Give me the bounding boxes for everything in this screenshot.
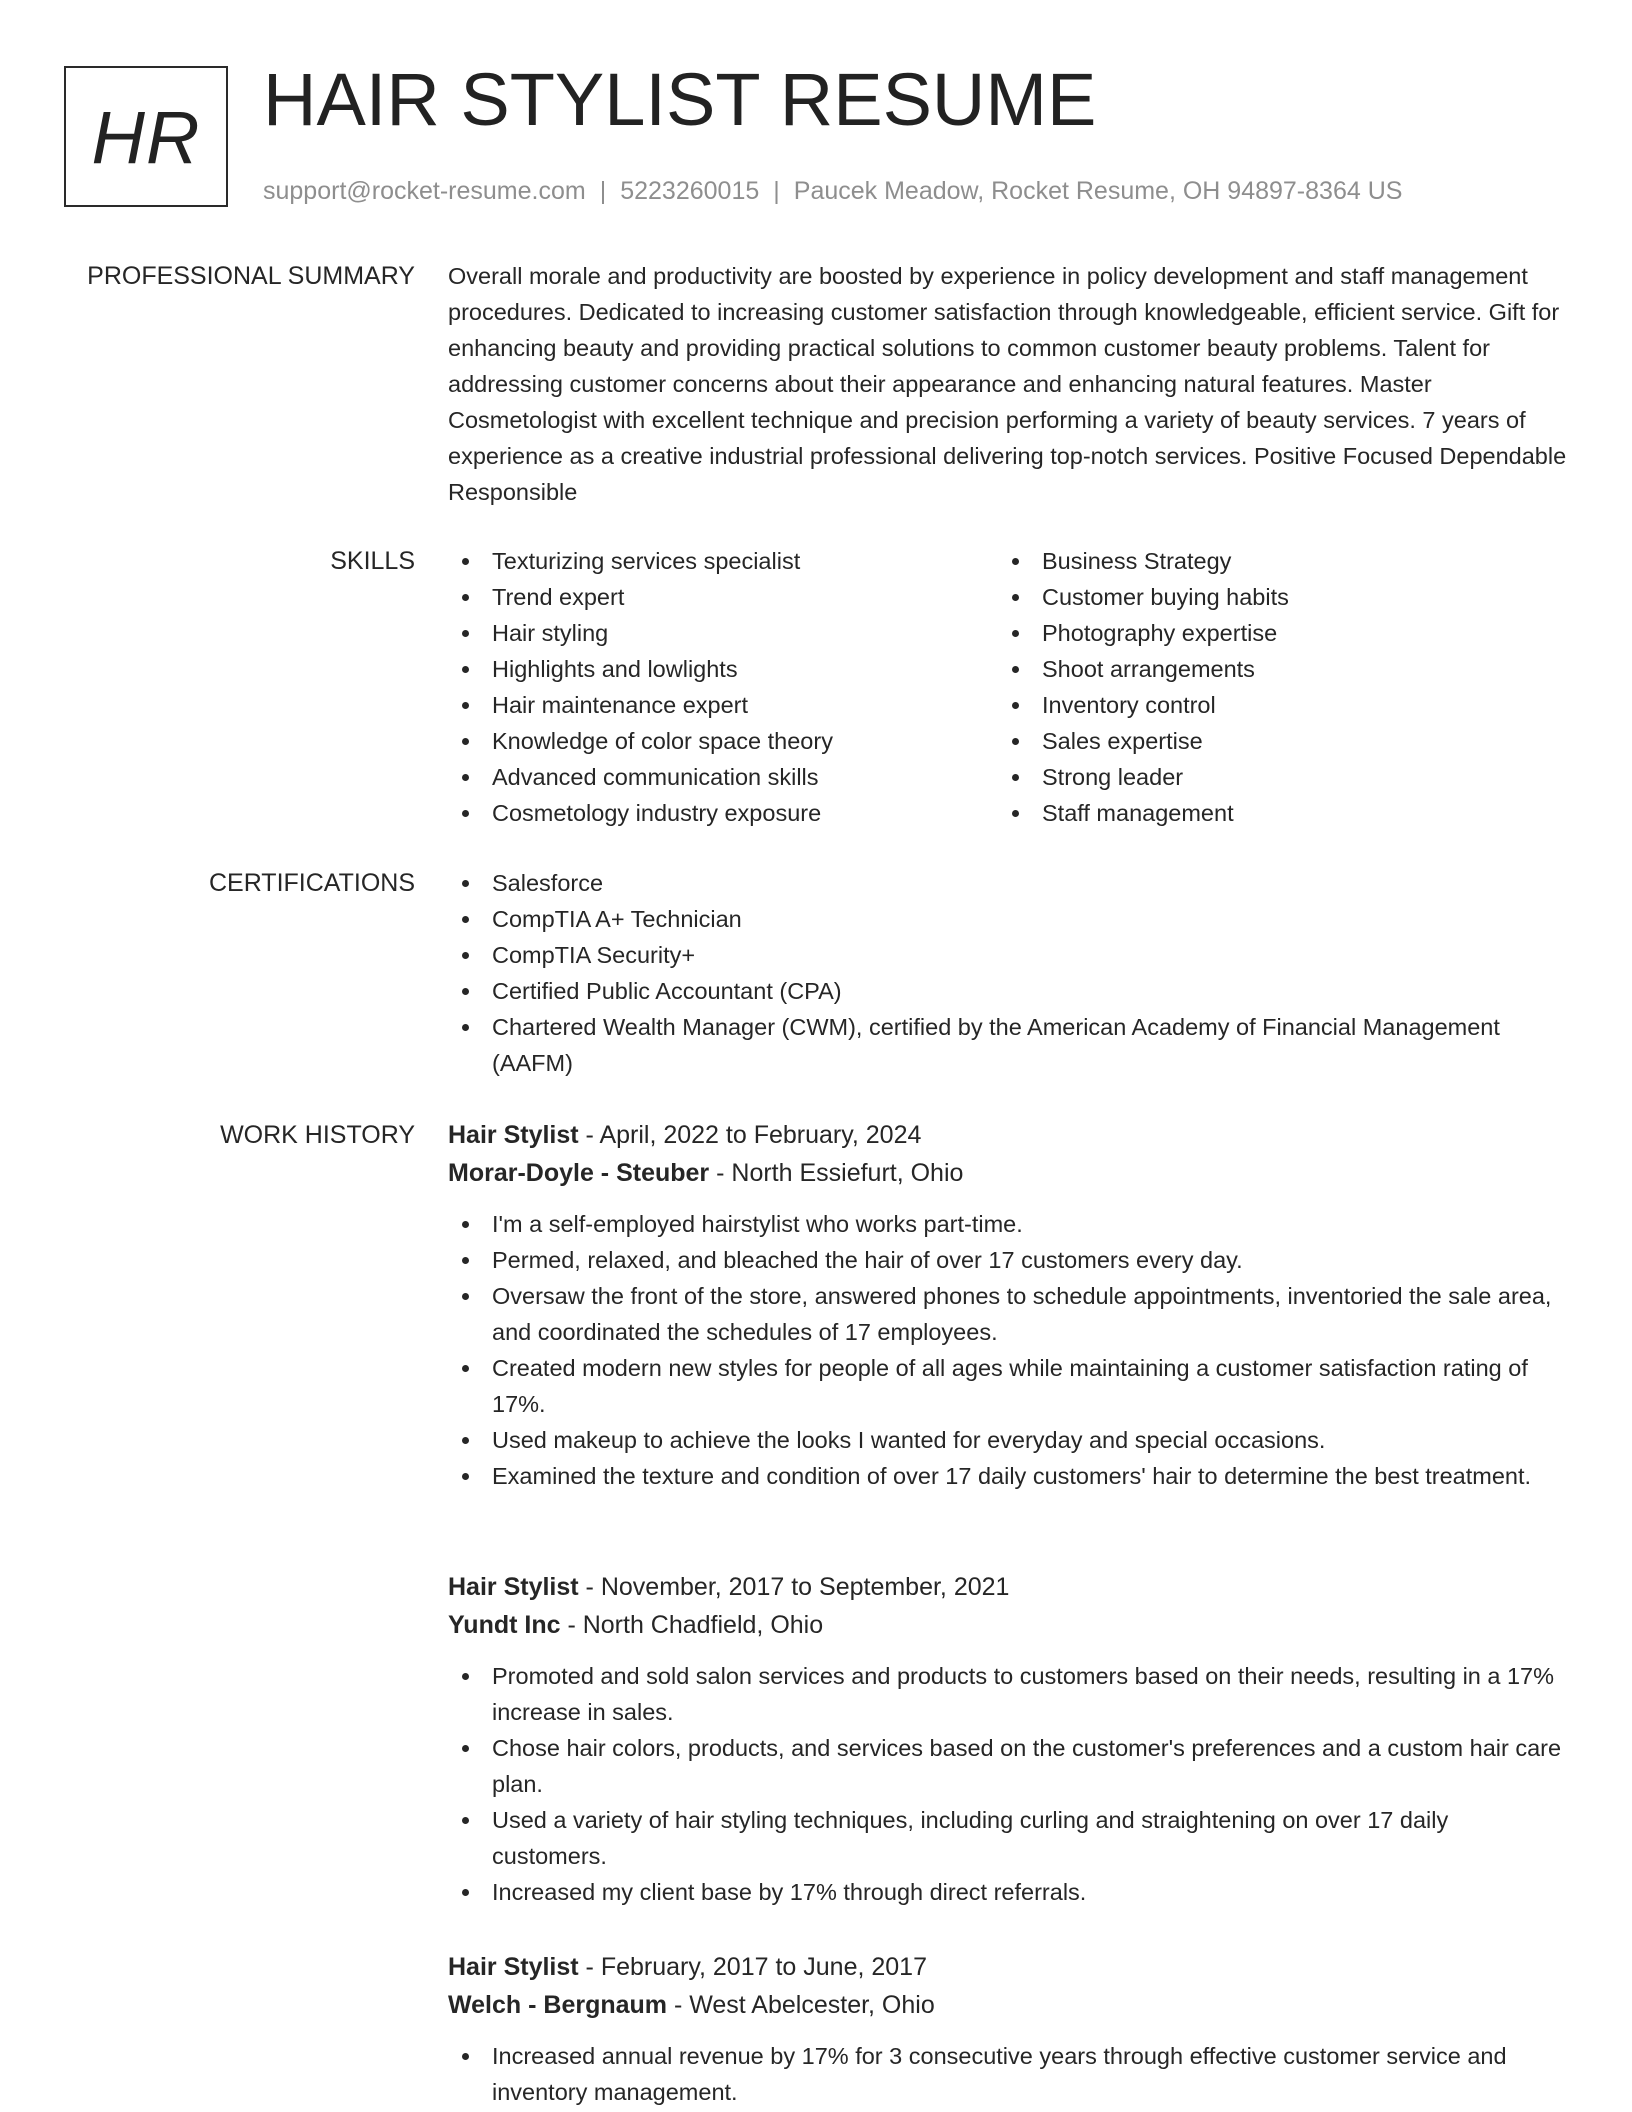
job-company: Morar-Doyle - Steuber (448, 1159, 710, 1187)
certifications-list (448, 865, 1568, 1081)
certification-item: Chartered Wealth Manager (CWM), certified by the American Academy of Financial Management (AAFM) (448, 1009, 1568, 1081)
skill-item: Sales expertise (998, 723, 1548, 759)
skills-section (448, 543, 1568, 831)
job-bullet: Permed, relaxed, and bleached the hair of over 17 customers every day. (448, 1242, 1568, 1278)
skill-item: Shoot arrangements (998, 651, 1548, 687)
certification-item: CompTIA Security+ (448, 937, 1568, 973)
job-company-line (448, 1986, 1568, 2024)
job-company-line (448, 1154, 1568, 1192)
job-bullet: I'm a self-employed hairstylist who works part-time. (448, 1206, 1568, 1242)
skill-item: Photography expertise (998, 615, 1548, 651)
resume-title: HAIR STYLIST RESUME (263, 58, 1097, 141)
skill-item: Strong leader (998, 759, 1548, 795)
job-title: Hair Stylist (448, 1573, 579, 1601)
job-bullets (448, 1206, 1568, 1494)
job-entry (448, 1948, 1568, 2110)
monogram-initials: HR (91, 96, 201, 179)
certification-item: Certified Public Accountant (CPA) (448, 973, 1568, 1009)
job-bullet: Oversaw the front of the store, answered phones to schedule appointments, inventoried the sale area, and coordinated the schedules of 17 employees. (448, 1278, 1568, 1350)
job-dates: - February, 2017 to June, 2017 (578, 1953, 927, 1981)
job-dates: - November, 2017 to September, 2021 (578, 1573, 1010, 1601)
section-label-certifications: CERTIFICATIONS (208, 869, 415, 897)
job-location: - North Essiefurt, Ohio (709, 1159, 964, 1187)
job-bullets (448, 2038, 1568, 2110)
skill-item: Business Strategy (998, 543, 1548, 579)
skill-item: Advanced communication skills (448, 759, 998, 795)
skill-item: Trend expert (448, 579, 998, 615)
job-bullets (448, 1658, 1568, 1910)
job-bullet: Chose hair colors, products, and services based on the customer's preferences and a custom hair care plan. (448, 1730, 1568, 1802)
job-location: - West Abelcester, Ohio (667, 1991, 935, 2019)
certification-item: Salesforce (448, 865, 1568, 901)
skill-item: Customer buying habits (998, 579, 1548, 615)
skill-item: Inventory control (998, 687, 1548, 723)
job-title: Hair Stylist (448, 1121, 579, 1149)
section-label-skills: SKILLS (330, 547, 415, 575)
summary-text: Overall morale and productivity are boosted by experience in policy development and staff management procedures. Dedicated to increasing customer satisfaction through knowledgeable, efficient service. Gift for enhancing beauty and providing practical solutions to common customer beauty problems. Talent for addressing customer concerns about their appearance and enhancing natural features. Master Cosmetologist with excellent technique and precision performing a variety of beauty services. 7 years of experience as a creative industrial professional delivering top-notch services. Positive Focused Dependable Responsible (448, 263, 1567, 505)
summary-section (448, 258, 1568, 510)
job-title-line (448, 1948, 1568, 1986)
job-bullet: Increased annual revenue by 17% for 3 consecutive years through effective customer service and inventory management. (448, 2038, 1568, 2110)
skills-list-left (448, 543, 998, 831)
job-company: Yundt Inc (448, 1611, 561, 1639)
contact-phone[interactable]: 5223260015 (620, 177, 760, 205)
job-entry (448, 1116, 1568, 1494)
monogram-box (64, 66, 228, 207)
job-dates: - April, 2022 to February, 2024 (578, 1121, 922, 1149)
job-title: Hair Stylist (448, 1953, 579, 1981)
certification-item: CompTIA A+ Technician (448, 901, 1568, 937)
contact-separator: | (773, 177, 780, 205)
job-bullet: Created modern new styles for people of all ages while maintaining a customer satisfaction rating of 17%. (448, 1350, 1568, 1422)
contact-email[interactable]: support@rocket-resume.com (263, 177, 586, 205)
job-company: Welch - Bergnaum (448, 1991, 668, 2019)
job-bullet: Examined the texture and condition of over 17 daily customers' hair to determine the best treatment. (448, 1458, 1568, 1494)
contact-separator: | (599, 177, 607, 205)
skill-item: Hair maintenance expert (448, 687, 998, 723)
skill-item: Texturizing services specialist (448, 543, 998, 579)
certifications-section (448, 865, 1568, 1081)
skill-item: Hair styling (448, 615, 998, 651)
skill-item: Staff management (998, 795, 1548, 831)
skill-item: Highlights and lowlights (448, 651, 998, 687)
job-bullet: Used a variety of hair styling techniques, including curling and straightening on over 17 daily customers. (448, 1802, 1568, 1874)
job-company-line (448, 1606, 1568, 1644)
skills-list-right (998, 543, 1548, 831)
job-title-line (448, 1568, 1568, 1606)
contact-address: Paucek Meadow, Rocket Resume, OH 94897-8364 US (793, 177, 1403, 205)
skill-item: Cosmetology industry exposure (448, 795, 998, 831)
job-bullet: Promoted and sold salon services and products to customers based on their needs, resulting in a 17% increase in sales. (448, 1658, 1568, 1730)
section-label-work-history: WORK HISTORY (220, 1121, 415, 1149)
job-location: - North Chadfield, Ohio (560, 1611, 824, 1639)
job-entry (448, 1568, 1568, 1910)
contact-line (263, 174, 1402, 208)
job-bullet: Used makeup to achieve the looks I wanted for everyday and special occasions. (448, 1422, 1568, 1458)
section-label-summary: PROFESSIONAL SUMMARY (87, 262, 415, 290)
job-title-line (448, 1116, 1568, 1154)
job-bullet: Increased my client base by 17% through direct referrals. (448, 1874, 1568, 1910)
skill-item: Knowledge of color space theory (448, 723, 998, 759)
